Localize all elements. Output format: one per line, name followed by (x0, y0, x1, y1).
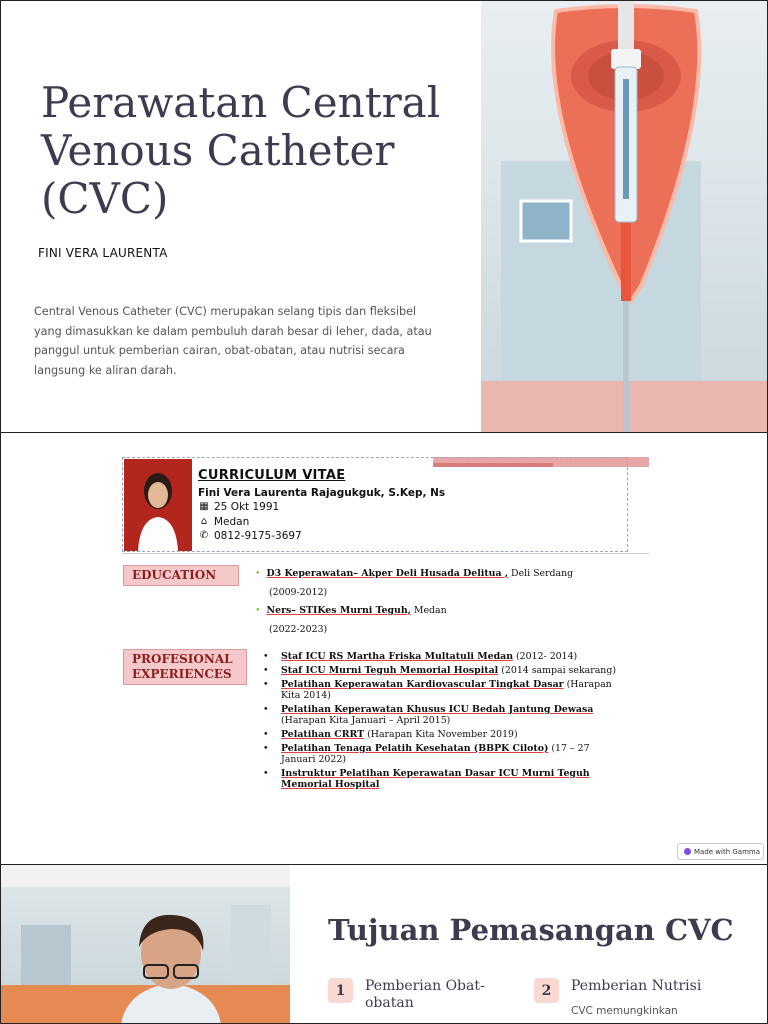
portrait-photo (124, 459, 192, 551)
goals-title: Tujuan Pemasangan CVC (328, 913, 734, 947)
gamma-logo-icon (684, 848, 691, 855)
list-item: • Ners– STIKes Murni Teguh, Medan (255, 605, 447, 616)
slide-goals (0, 864, 768, 1024)
catheter-illustration (481, 1, 768, 433)
list-item: • Pelatihan Tenaga Pelatih Kesehatan (BBPK Ciloto) (17 – 27 Januari 2022) (263, 743, 623, 765)
home-icon: ⌂ (200, 515, 208, 527)
list-item-years: (2009-2012) (269, 586, 328, 598)
list-item: • Pelatihan CRRT (Harapan Kita November 2019) (263, 729, 623, 740)
list-item: • Instruktur Pelatihan Keperawatan Dasar ICU Murni Teguh Memorial Hospital (263, 768, 623, 790)
badge-label: Made with Gamma (694, 847, 761, 856)
divider (122, 553, 649, 554)
section-experiences: PROFESIONAL EXPERIENCES (123, 649, 247, 685)
goal-title: Pemberian Obat-obatan (365, 978, 485, 1011)
goal-title: Pemberian Nutrisi (571, 978, 702, 994)
description: Central Venous Catheter (CVC) merupakan selang tipis dan fleksibel yang dimasukkan ke dalam pembuluh darah besar di leher, dada, atau panggul untuk pemberian cairan, obat-obatan, atau nutrisi secara langsung ke aliran darah. (34, 305, 432, 377)
list-item: • D3 Keperawatan– Akper Deli Husada Delitua , Deli Serdang (255, 568, 574, 579)
cv-heading: CURRICULUM VITAE (198, 468, 346, 483)
list-item: • Pelatihan Keperawatan Kardiovascular Tingkat Dasar (Harapan Kita 2014) (263, 679, 623, 701)
made-with-gamma-badge[interactable] (677, 843, 764, 860)
section-education: EDUCATION (123, 565, 239, 586)
education-list (255, 565, 573, 639)
bullet-icon: • (255, 568, 261, 579)
slide-curriculum-vitae (0, 432, 768, 865)
goal-number: 2 (534, 978, 559, 1003)
goal-item-1 (328, 978, 505, 1012)
list-item: • Staf ICU RS Martha Friska Multatuli Medan (2012- 2014) (263, 651, 623, 662)
nurse-photo (1, 865, 290, 1024)
slide-title (0, 0, 768, 433)
goal-item-2 (534, 978, 711, 1017)
bullet-icon: • (255, 605, 261, 616)
presentation-title: Perawatan Central Venous Catheter (CVC) (41, 78, 441, 223)
cv-birthdate: 25 Okt 1991 (214, 501, 280, 513)
cv-city: Medan (214, 515, 250, 528)
list-item-years: (2022-2023) (269, 623, 328, 635)
list-item: • Pelatihan Keperawatan Khusus ICU Bedah Jantung Dewasa (Harapan Kita Januari – April 2015) (263, 704, 623, 726)
goal-number: 1 (328, 978, 353, 1003)
calendar-icon: ▦ (199, 501, 209, 512)
list-item: • Staf ICU Murni Teguh Memorial Hospital (2014 sampai sekarang) (263, 665, 623, 676)
experience-list (263, 651, 623, 793)
cv-header (198, 469, 445, 544)
cv-phone: 0812-9175-3697 (214, 530, 302, 542)
goal-description: CVC memungkinkan (571, 1005, 678, 1017)
cv-fullname: Fini Vera Laurenta Rajagukguk, S.Kep, Ns (198, 486, 446, 499)
phone-icon: ✆ (199, 530, 209, 541)
author-name: FINI VERA LAURENTA (38, 246, 168, 260)
